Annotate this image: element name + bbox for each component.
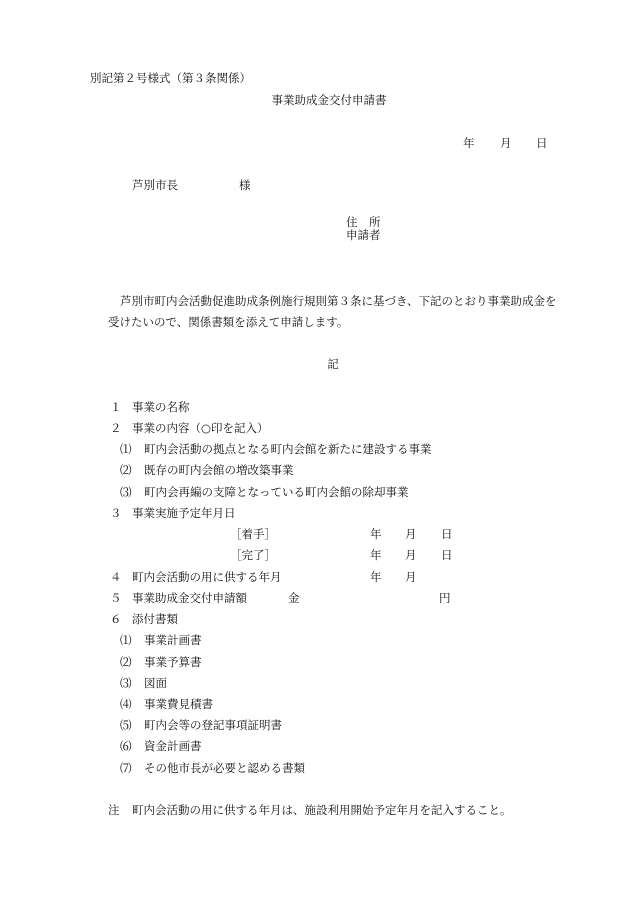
form-number: 別記第２号様式（第３条関係） xyxy=(90,71,251,85)
note-text: 町内会活動の用に供する年月は、施設利用開始予定年月を記入すること。 xyxy=(132,803,512,817)
item-6-sub-7-number: ⑺ xyxy=(120,761,132,775)
body-line-2: 受けたいので、関係書類を添えて申請します。 xyxy=(108,315,349,329)
item-6-sub-1-number: ⑴ xyxy=(120,633,132,647)
ki-heading: 記 xyxy=(327,357,339,371)
item-6-sub-2-label: 事業予算書 xyxy=(144,655,202,669)
item-6-sub-6-label: 資金計画書 xyxy=(144,739,202,753)
item-6-number: ６ xyxy=(110,612,122,626)
item-5-yen-label: 円 xyxy=(439,591,451,605)
item-3-number: ３ xyxy=(110,506,122,520)
item-2-sub-3-label: 町内会再編の支障となっている町内会館の除却事業 xyxy=(144,485,409,499)
item-5-label: 事業助成金交付申請額 xyxy=(132,591,247,605)
item-6-sub-2-number: ⑵ xyxy=(120,655,132,669)
item-1-number: １ xyxy=(110,400,122,414)
item-4-label: 町内会活動の用に供する年月 xyxy=(132,570,282,584)
item-4-year-label: 年 xyxy=(370,570,382,584)
applicant-name-label: 申請者 xyxy=(346,228,381,242)
item-2-label: 事業の内容（○印を記入） xyxy=(132,421,269,435)
date-year-label: 年 xyxy=(463,136,475,150)
applicant-address-label: 住 所 xyxy=(346,215,381,229)
item-2-sub-2-number: ⑵ xyxy=(120,463,132,477)
item-5-kin-label: 金 xyxy=(288,591,300,605)
date-month-label: 月 xyxy=(500,136,512,150)
item-6-sub-7-label: その他市長が必要と認める書類 xyxy=(144,761,305,775)
item-3-label: 事業実施予定年月日 xyxy=(132,506,236,520)
end-day-label: 日 xyxy=(441,548,453,562)
document-title: 事業助成金交付申請書 xyxy=(271,93,387,107)
item-4-number: ４ xyxy=(110,570,122,584)
item-6-sub-4-number: ⑷ xyxy=(120,697,132,711)
item-6-sub-4-label: 事業費見積書 xyxy=(144,697,213,711)
item-6-sub-3-label: 図面 xyxy=(144,676,167,690)
start-date-label: ［着手］ xyxy=(230,527,276,541)
addressee-name: 芦別市長 xyxy=(132,178,178,192)
addressee-honorific: 様 xyxy=(239,178,251,192)
item-5-number: ５ xyxy=(110,591,122,605)
item-6-sub-3-number: ⑶ xyxy=(120,676,132,690)
body-line-1: 芦別市町内会活動促進助成条例施行規則第３条に基づき、下記のとおり事業助成金を xyxy=(120,294,557,308)
item-6-sub-1-label: 事業計画書 xyxy=(144,633,202,647)
end-date-label: ［完了］ xyxy=(230,548,276,562)
note-mark: 注 xyxy=(108,803,120,817)
start-year-label: 年 xyxy=(370,527,382,541)
start-day-label: 日 xyxy=(441,527,453,541)
item-2-sub-2-label: 既存の町内会館の増改築事業 xyxy=(144,463,294,477)
item-6-sub-5-label: 町内会等の登記事項証明書 xyxy=(144,718,282,732)
date-day-label: 日 xyxy=(536,136,548,150)
item-6-sub-6-number: ⑹ xyxy=(120,739,132,753)
end-year-label: 年 xyxy=(370,548,382,562)
item-1-label: 事業の名称 xyxy=(132,400,190,414)
item-6-sub-5-number: ⑸ xyxy=(120,718,132,732)
end-month-label: 月 xyxy=(405,548,417,562)
item-4-month-label: 月 xyxy=(405,570,417,584)
item-2-sub-3-number: ⑶ xyxy=(120,485,132,499)
start-month-label: 月 xyxy=(405,527,417,541)
item-2-number: ２ xyxy=(110,421,122,435)
item-2-sub-1-number: ⑴ xyxy=(120,442,132,456)
item-6-label: 添付書類 xyxy=(132,612,178,626)
item-2-sub-1-label: 町内会活動の拠点となる町内会館を新たに建設する事業 xyxy=(144,442,432,456)
